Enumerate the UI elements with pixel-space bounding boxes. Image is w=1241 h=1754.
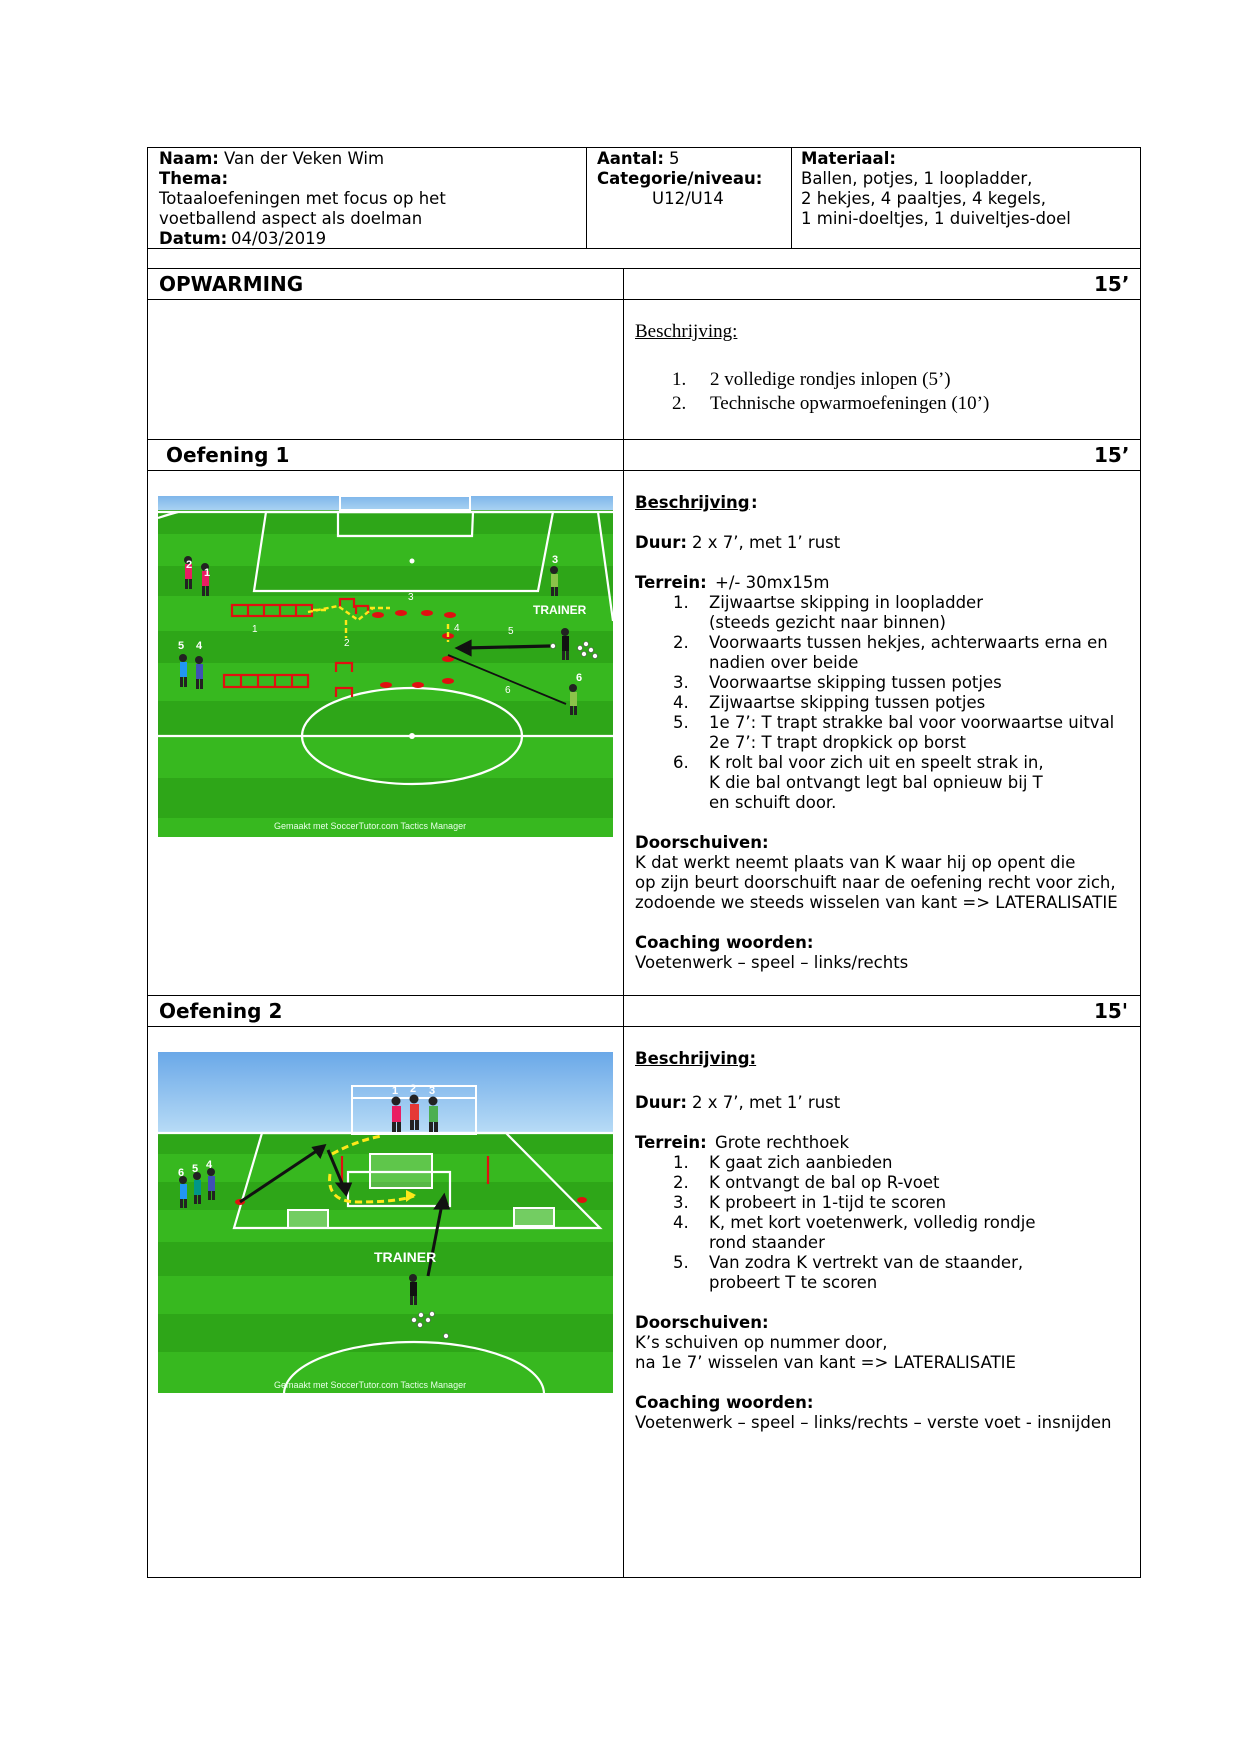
list-item: 6. K rolt bal voor zich uit en speelt strak in,	[673, 753, 1044, 772]
oefening2-coaching-label: Coaching woorden:	[635, 1393, 814, 1412]
list-item: probeert T te scoren	[709, 1273, 878, 1292]
materiaal-label: Materiaal:	[801, 149, 896, 168]
diagram-label-6: 6	[505, 685, 511, 696]
oefening2-diagram	[158, 1052, 613, 1393]
list-item: nadien over beide	[709, 653, 859, 672]
thema-line-1: Totaaloefeningen met focus op het	[159, 189, 446, 208]
diagram2-num-2: 2	[410, 1083, 417, 1095]
datum-value: 04/03/2019	[231, 229, 327, 248]
trainer-label: TRAINER	[533, 603, 587, 617]
oefening2-beschrijving-heading: Beschrijving:	[635, 1049, 757, 1068]
oefening1-duur-value: 2 x 7’, met 1’ rust	[692, 533, 841, 552]
diagram-label-5: 5	[508, 626, 514, 637]
list-item: 5. 1e 7’: T trapt strakke bal voor voorwaartse uitval	[673, 713, 1115, 732]
list-item: 4. Zijwaartse skipping tussen potjes	[673, 693, 986, 712]
list-item: K die bal ontvangt legt bal opnieuw bij T	[709, 773, 1043, 792]
oefening2-doorschuiven-label: Doorschuiven:	[635, 1313, 769, 1332]
thema-line-2: voetballend aspect als doelman	[159, 209, 423, 228]
oefening1-duur-label: Duur:	[635, 533, 687, 552]
oefening2-list	[635, 1153, 1036, 1293]
diagram2-num-6: 6	[178, 1167, 185, 1179]
naam-value: Van der Veken Wim	[224, 149, 385, 168]
thema-label: Thema:	[159, 169, 229, 188]
diagram-num-3: 3	[552, 554, 559, 566]
opwarming-duration: 15’	[1094, 272, 1130, 296]
categorie-value: U12/U14	[652, 189, 724, 208]
aantal-value: 5	[669, 149, 680, 168]
diagram2-num-4: 4	[206, 1159, 213, 1171]
opwarming-title: OPWARMING	[159, 272, 304, 296]
diagram-num-4: 4	[196, 640, 203, 652]
diagram-num-2: 2	[186, 559, 193, 571]
player-marker	[179, 654, 187, 687]
diagram2-num-5: 5	[192, 1163, 199, 1175]
player-marker	[409, 1274, 417, 1305]
materiaal-line-2: 2 hekjes, 4 paaltjes, 4 kegels,	[801, 189, 1046, 208]
oefening2-coaching-value: Voetenwerk – speel – links/rechts – verste voet - insnijden	[635, 1413, 1112, 1432]
naam-label: Naam:	[159, 149, 219, 168]
player-marker	[207, 1168, 215, 1200]
diagram-num-6: 6	[576, 672, 583, 684]
oefening2-terrein-value: Grote rechthoek	[715, 1133, 849, 1152]
player-marker	[561, 628, 569, 660]
oefening2-duration: 15'	[1094, 999, 1128, 1023]
list-item: (steeds gezicht naar binnen)	[709, 613, 946, 632]
diagram-label-2: 2	[344, 638, 350, 649]
list-item: 3. K probeert in 1-tijd te scoren	[673, 1193, 947, 1212]
oefening1-title: Oefening 1	[166, 443, 290, 467]
oefening1-doorschuiven-line-3: zodoende we steeds wisselen van kant => LATERALISATIE	[635, 893, 1118, 912]
player-marker	[569, 684, 577, 715]
oefening2-terrein-label: Terrein:	[635, 1133, 707, 1152]
player-marker	[195, 656, 203, 689]
materiaal-line-3: 1 mini-doeltjes, 1 duiveltjes-doel	[801, 209, 1071, 228]
diagram-label-1: 1	[252, 624, 258, 635]
oefening1-terrein-label: Terrein:	[635, 573, 707, 592]
oefening1-doorschuiven-line-1: K dat werkt neemt plaats van K waar hij op opent die	[635, 853, 1076, 872]
list-item: rond staander	[709, 1233, 825, 1252]
list-item: 1. K gaat zich aanbieden	[673, 1153, 893, 1172]
list-item: 2e 7’: T trapt dropkick op borst	[709, 733, 967, 752]
diagram-label-4: 4	[454, 623, 460, 634]
list-item: 5. Van zodra K vertrekt van de staander,	[673, 1253, 1024, 1272]
diagram-watermark: Gemaakt met SoccerTutor.com Tactics Manager	[274, 821, 467, 831]
oefening1-duration: 15’	[1094, 443, 1130, 467]
materiaal-line-1: Ballen, potjes, 1 loopladder,	[801, 169, 1033, 188]
list-item: en schuift door.	[709, 793, 837, 812]
player-marker	[179, 1176, 187, 1208]
oefening2-doorschuiven-line-1: K’s schuiven op nummer door,	[635, 1333, 888, 1352]
diagram2-num-3: 3	[429, 1085, 436, 1097]
oefening1-list	[635, 593, 1114, 813]
diagram2-num-1: 1	[392, 1085, 399, 1097]
diagram-label-3: 3	[408, 592, 414, 603]
oefening1-terrein-value: +/- 30mx15m	[715, 573, 830, 592]
oefening1-coaching-label: Coaching woorden:	[635, 933, 814, 952]
oefening1-doorschuiven-label: Doorschuiven:	[635, 833, 769, 852]
diagram2-watermark: Gemaakt met SoccerTutor.com Tactics Manager	[274, 1380, 467, 1390]
oefening1-doorschuiven-line-2: op zijn beurt doorschuift naar de oefening recht voor zich,	[635, 873, 1116, 892]
categorie-label: Categorie/niveau:	[597, 169, 763, 188]
oefening1-diagram	[158, 496, 613, 837]
oefening2-duur-label: Duur:	[635, 1093, 687, 1112]
oefening2-doorschuiven-line-2: na 1e 7’ wisselen van kant => LATERALISATIE	[635, 1353, 1016, 1372]
oefening2-title: Oefening 2	[159, 999, 283, 1023]
trainer2-label: TRAINER	[374, 1249, 437, 1265]
oefening1-coaching-value: Voetenwerk – speel – links/rechts	[635, 953, 909, 972]
list-item: 1. Zijwaartse skipping in loopladder	[673, 593, 983, 612]
player-marker	[193, 1172, 201, 1204]
datum-label: Datum:	[159, 229, 228, 248]
diagram-num-1: 1	[204, 567, 211, 579]
list-item: 2. K ontvangt de bal op R-voet	[673, 1173, 940, 1192]
list-item: 4. K, met kort voetenwerk, volledig rondje	[673, 1213, 1036, 1232]
list-item: 3. Voorwaartse skipping tussen potjes	[673, 673, 1002, 692]
aantal-label: Aantal:	[597, 149, 664, 168]
player-marker	[550, 566, 558, 596]
opwarming-beschrijving-label: Beschrijving:	[635, 321, 738, 342]
list-item: 2. Voorwaarts tussen hekjes, achterwaarts erna en	[673, 633, 1108, 652]
diagram-num-5: 5	[178, 640, 185, 652]
oefening2-duur-value: 2 x 7’, met 1’ rust	[692, 1093, 841, 1112]
